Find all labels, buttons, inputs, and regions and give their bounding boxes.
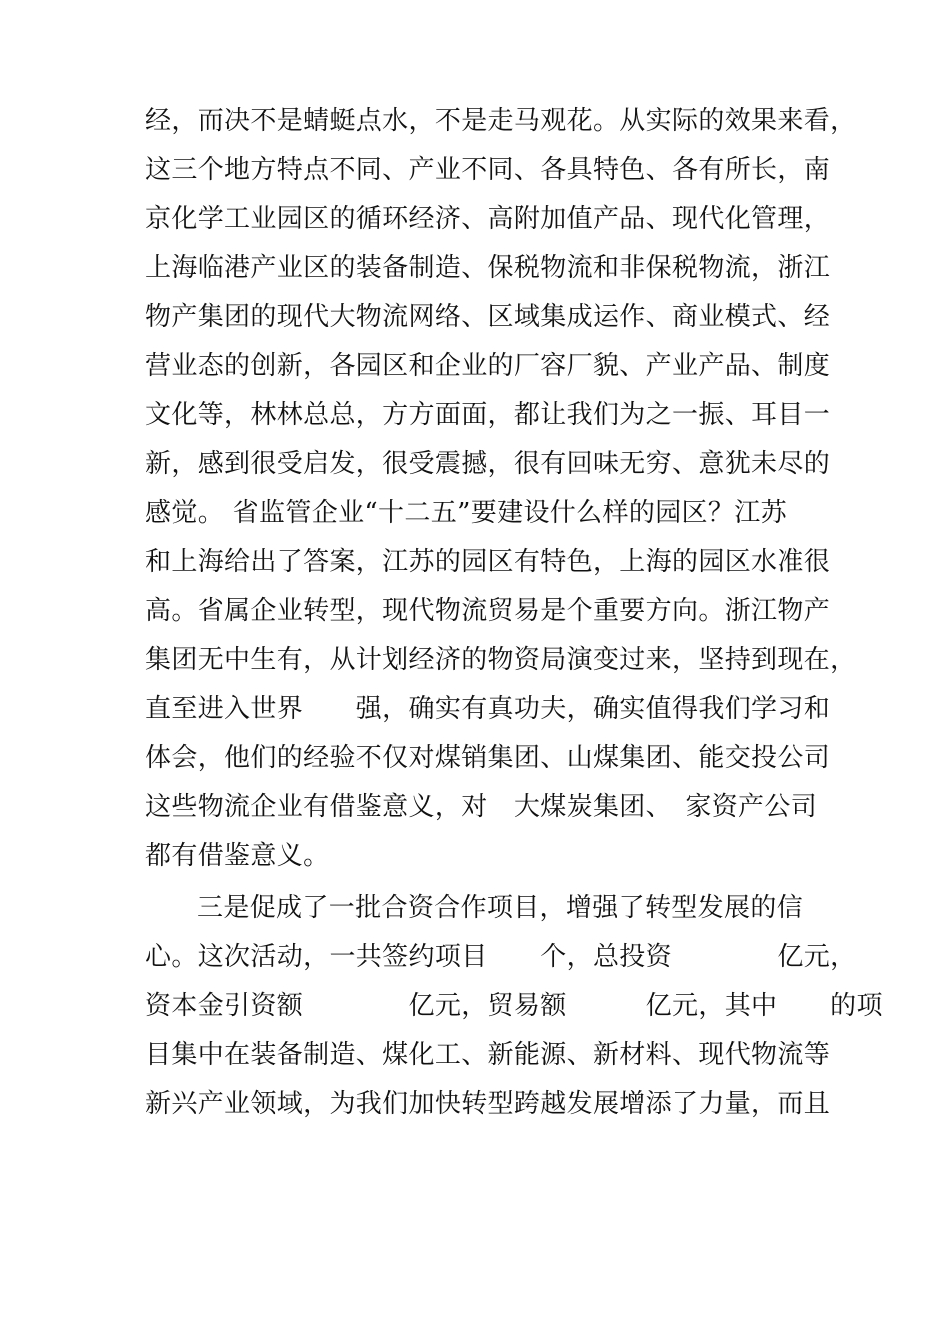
text-line-12: 集团无中生有，从计划经济的物资局演变过来，坚持到现在， [145, 645, 857, 675]
text-line-10: 和上海给出了答案，江苏的园区有特色，上海的园区水准很 [145, 547, 831, 577]
text-line-14: 体会，他们的经验不仅对煤销集团、山煤集团、能交投公司 [145, 743, 831, 773]
text-line-19: 资本金引资额 亿元，贸易额 亿元，其中 的项 [145, 991, 883, 1021]
text-line-18: 心。这次活动，一共签约项目 个，总投资 亿元， [145, 942, 857, 972]
text-line-5: 物产集团的现代大物流网络、区域集成运作、商业模式、经 [145, 302, 831, 332]
text-line-3: 京化学工业园区的循环经济、高附加值产品、现代化管理， [145, 204, 831, 234]
text-line-8: 新，感到很受启发，很受震撼，很有回味无穷、意犹未尽的 [145, 449, 831, 479]
text-line-6: 营业态的创新，各园区和企业的厂容厂貌、产业产品、制度 [145, 351, 831, 381]
text-line-1: 经，而决不是蜻蜓点水，不是走马观花。从实际的效果来看， [145, 106, 857, 136]
text-line-20: 目集中在装备制造、煤化工、新能源、新材料、现代物流等 [145, 1040, 831, 1070]
text-line-7: 文化等，林林总总，方方面面，都让我们为之一振、耳目一 [145, 400, 831, 430]
text-line-15: 这些物流企业有借鉴意义，对 大煤炭集团、 家资产公司 [145, 792, 818, 822]
text-line-11: 高。省属企业转型，现代物流贸易是个重要方向。浙江物产 [145, 596, 831, 626]
text-line-21: 新兴产业领域，为我们加快转型跨越发展增添了力量，而且 [145, 1089, 831, 1119]
text-line-16: 都有借鉴意义。 [145, 841, 330, 871]
text-line-13: 直至进入世界 强，确实有真功夫，确实值得我们学习和 [145, 694, 831, 724]
text-line-9: 感觉。 省监管企业“十二五”要建设什么样的园区？江苏 [145, 498, 787, 528]
text-line-4: 上海临港产业区的装备制造、保税物流和非保税物流，浙江 [145, 253, 831, 283]
text-line-2: 这三个地方特点不同、产业不同、各具特色、各有所长，南 [145, 155, 831, 185]
paragraph-start-line: 三是促成了一批合资合作项目，增强了转型发展的信 [197, 893, 804, 923]
